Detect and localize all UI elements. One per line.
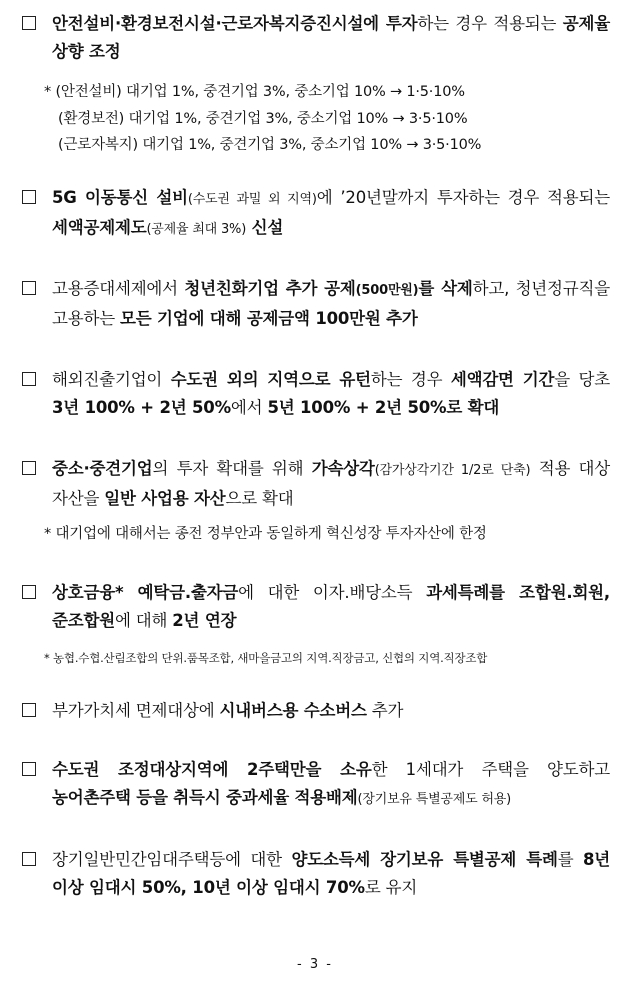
bullet-text-9 (52, 846, 610, 902)
text-run: 한 1세대가 주택을 양도하고 (371, 760, 610, 779)
text-run: 하고, 청년정규직을 고용하는 (52, 279, 610, 328)
text-run: 의 투자 확대를 위해 (152, 459, 312, 478)
text-run: 상호금융* 예탁금.출자금 (52, 583, 239, 602)
bullet-item-3 (22, 275, 610, 333)
page-number: - 3 - (297, 957, 333, 972)
text-run: 신설 (246, 218, 284, 237)
text-run: 수도권 조정대상지역에 2주택만을 소유 (52, 760, 372, 779)
text-run: 청년친화기업 추가 공제 (184, 279, 356, 298)
text-run: 과세특례를 조합원.회원, 준조합원 (52, 583, 610, 630)
bullet-text-8 (52, 756, 610, 814)
text-run: 로 유지 (364, 878, 418, 897)
checkbox-bullet-icon (22, 372, 36, 386)
note-3: * 농협.수협.산림조합의 단위.품목조합, 새마을금고의 지역.직장금고, 신협의 지역.직장조합 (44, 651, 488, 665)
text-run: 장기일반민간임대주택등에 대한 (52, 850, 292, 869)
bullet-item-2 (22, 184, 610, 244)
text-run: 안전설비·환경보전시설·근로자복지증진시설에 투자 (52, 14, 418, 33)
bullet-item-5 (22, 455, 610, 513)
checkbox-bullet-icon (22, 852, 36, 866)
text-run: 부가가치세 면제대상에 (52, 701, 220, 720)
text-run: 세액공제제도 (52, 218, 147, 237)
text-run: 를 (557, 850, 583, 869)
bullet-text-2 (52, 184, 610, 244)
text-run: 에 대해 (114, 611, 173, 630)
text-run: (500만원) (355, 283, 419, 298)
text-run: (장기보유 특별공제도 허용) (357, 792, 512, 807)
text-run: 에 ’20년말까지 투자하는 경우 적용되는 (316, 188, 611, 207)
text-run: 을 당초 (554, 370, 611, 389)
text-run: 공제율 상향 조정 (52, 14, 610, 61)
text-run: 시내버스용 수소버스 (219, 701, 367, 720)
text-run: (공제율 최대 3%) (146, 222, 247, 237)
note-1-line-1: * (안전설비) 대기업 1%, 중견기업 3%, 중소기업 10% → 1·5·10% (44, 84, 465, 100)
text-run: 고용증대세제에서 (52, 279, 185, 298)
text-run: 2년 연장 (172, 611, 237, 630)
text-run: 3년 100% + 2년 50% (52, 398, 231, 417)
bullet-item-8 (22, 756, 610, 814)
checkbox-bullet-icon (22, 703, 36, 717)
bullet-text-5 (52, 455, 610, 513)
note-1-line-3-wrap (44, 133, 610, 157)
note-1-line-2-wrap (44, 107, 610, 131)
bullet-text-1 (52, 10, 610, 66)
bullet-text-6 (52, 579, 610, 635)
note-1-line-3: (근로자복지) 대기업 1%, 중견기업 3%, 중소기업 10% → 3·5·10% (58, 137, 482, 153)
checkbox-bullet-icon (22, 762, 36, 776)
text-run: 모든 기업에 대해 공제금액 100만원 추가 (120, 309, 418, 328)
bullet-item-4 (22, 366, 610, 422)
text-run: 해외진출기업이 (52, 370, 171, 389)
text-run: 를 삭제 (418, 279, 473, 298)
text-run: 세액감면 기간 (450, 370, 555, 389)
text-run: 8년 이상 임대시 50%, 10년 이상 임대시 70% (52, 850, 611, 897)
text-run: (감가상각기간 1/2로 단축) (374, 463, 531, 478)
checkbox-bullet-icon (22, 585, 36, 599)
bullet-text-4 (52, 366, 610, 422)
text-run: 5년 100% + 2년 50%로 확대 (267, 398, 500, 417)
text-run: 으로 확대 (225, 489, 294, 508)
checkbox-bullet-icon (22, 190, 36, 204)
text-run: 에 대한 이자.배당소득 (238, 583, 427, 602)
text-run: 양도소득세 장기보유 특별공제 특례 (291, 850, 558, 869)
bullet-item-6 (22, 579, 610, 635)
text-run: 적용 대상 자산을 (52, 459, 611, 508)
checkbox-bullet-icon (22, 16, 36, 30)
text-run: 에서 (230, 398, 268, 417)
text-run: 하는 경우 적용되는 (417, 14, 563, 33)
bullet-item-1 (22, 10, 610, 66)
text-run: 추가 (366, 701, 404, 720)
bullet-item-9 (22, 846, 610, 902)
checkbox-bullet-icon (22, 461, 36, 475)
text-run: (수도권 과밀 외 지역) (187, 192, 317, 207)
bullet-text-7 (52, 697, 610, 725)
bullet-text-3 (52, 275, 610, 333)
bullet-item-7 (22, 697, 610, 725)
text-run: 가속상각 (311, 459, 375, 478)
checkbox-bullet-icon (22, 281, 36, 295)
text-run: 일반 사업용 자산 (104, 489, 226, 508)
note-1-line-2: (환경보전) 대기업 1%, 중견기업 3%, 중소기업 10% → 3·5·10% (58, 111, 468, 127)
text-run: 하는 경우 (370, 370, 451, 389)
text-run: 5G 이동통신 설비 (52, 188, 188, 207)
text-run: 중소·중견기업 (52, 459, 153, 478)
note-2: * 대기업에 대해서는 종전 정부안과 동일하게 혁신성장 투자자산에 한정 (44, 526, 487, 542)
text-run: 농어촌주택 등을 취득시 중과세율 적용배제 (52, 788, 358, 807)
text-run: 수도권 외의 지역으로 유턴 (170, 370, 371, 389)
